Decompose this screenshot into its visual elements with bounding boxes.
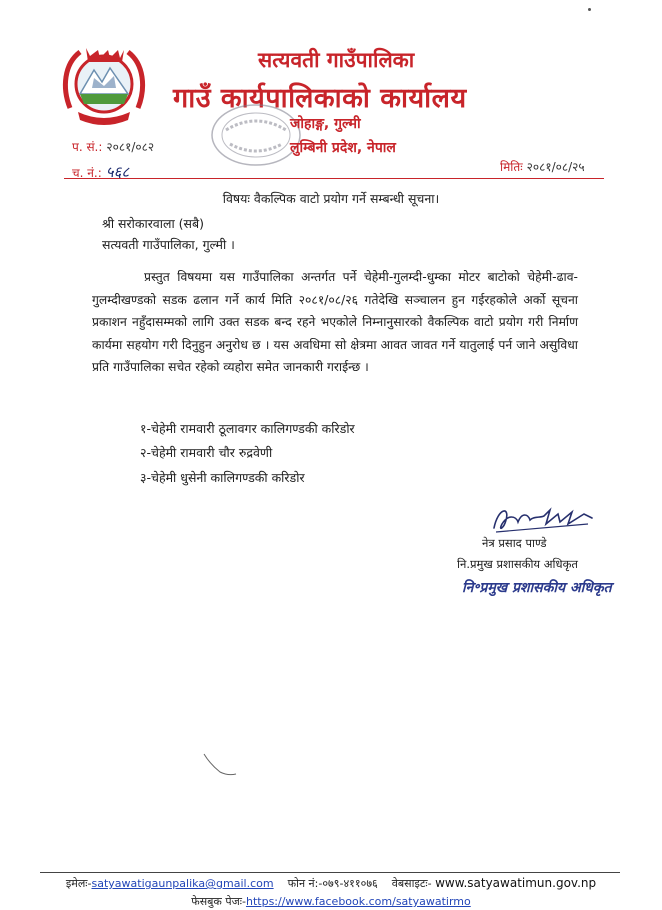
office-name: गाउँ कार्यपालिकाको कार्यालय <box>173 83 467 114</box>
date-value: २०८१/०८/२५ <box>526 160 585 174</box>
email-link[interactable]: satyawatigaunpalika@gmail.com <box>91 877 274 890</box>
footer-contact-line <box>0 876 662 891</box>
header-divider <box>64 178 604 179</box>
letter-date <box>500 158 585 175</box>
date-label: मितिः <box>500 160 523 174</box>
dispatch-value: ५६८ <box>105 163 130 181</box>
location-line-1: जोहाङ्ग, गुल्मी <box>290 116 361 132</box>
scan-speck <box>588 8 591 11</box>
facebook-label: फेसबुक पेजः- <box>191 895 246 908</box>
reference-value: २०८१/०८२ <box>106 140 155 154</box>
route-item: ३-चेहेमी धुसेनी कालिगण्डकी करिडोर <box>140 470 305 485</box>
signatory-title: नि.प्रमुख प्रशासकीय अधिकृत <box>457 557 578 571</box>
addressee-line-2: सत्यवती गाउँपालिका, गुल्मी । <box>102 237 235 252</box>
pen-mark <box>200 750 240 780</box>
office-seal-icon <box>208 100 304 170</box>
email-label: इमेलः- <box>65 877 92 890</box>
route-item: २-चेहेमी रामवारी चौर रुद्रवेणी <box>140 445 273 460</box>
addressee-line-1: श्री सरोकारवाला (सबै) <box>102 216 205 231</box>
nepal-emblem-icon <box>56 38 152 134</box>
phone-number: ०७९-४११०७६ <box>322 877 378 890</box>
location-line-2: लुम्बिनी प्रदेश, नेपाल <box>290 140 396 156</box>
dispatch-number <box>72 162 129 182</box>
handwritten-signature <box>488 502 598 538</box>
subject-line: विषयः वैकल्पिक वाटो प्रयोग गर्ने सम्बन्धी सूचना। <box>222 191 440 206</box>
signatory-stamp: नि॰प्रमुख प्रशासकीय अधिकृत <box>462 580 612 596</box>
website-label: वेबसाइटः- <box>391 877 432 890</box>
reference-number <box>72 138 154 155</box>
dispatch-label: च. नं.: <box>72 166 102 180</box>
phone-label: फोन नं:- <box>287 877 323 890</box>
facebook-link[interactable]: https://www.facebook.com/satyawatirmo <box>245 895 471 908</box>
website-link[interactable]: www.satyawatimun.gov.np <box>435 876 597 890</box>
footer-divider <box>40 872 620 873</box>
reference-label: प. सं.: <box>72 140 103 154</box>
municipality-name: सत्यवती गाउँपालिका <box>258 48 415 72</box>
body-paragraph: प्रस्तुत विषयमा यस गाउँपालिका अन्तर्गत पर्ने चेहेमी-गुलम्दी-धुम्का मोटर बाटोको चेहेमी-ढाव-गुलम्दीखण्डको सडक ढलान गर्ने कार्य मिति २०८१/०८/२६ गतेदेखि सञ्चालन हुन गईरहकोले अर्को सूचना प्रकाशन नहुँदासम्मको लागि उक्त सडक बन्द रहने भएकोले निम्नानुसारको वैकल्पिक वाटो प्रयोग गरी निर्माण कार्यमा सहयोग गरी दिनुहुन अनुरोध छ । यस अवधिमा सो क्षेत्रमा आवत जावत गर्ने यातुलाई पर्न जाने असुविधा प्रति गाउँपालिका सचेत रहेको व्यहोरा समेत जानकारी गराईन्छ । <box>92 270 578 374</box>
signatory-name: नेत्र प्रसाद पाण्डे <box>482 536 547 550</box>
footer-facebook-line <box>0 894 662 909</box>
route-item: १-चेहेमी रामवारी ठूलावगर कालिगण्डकी करिडोर <box>140 421 355 436</box>
